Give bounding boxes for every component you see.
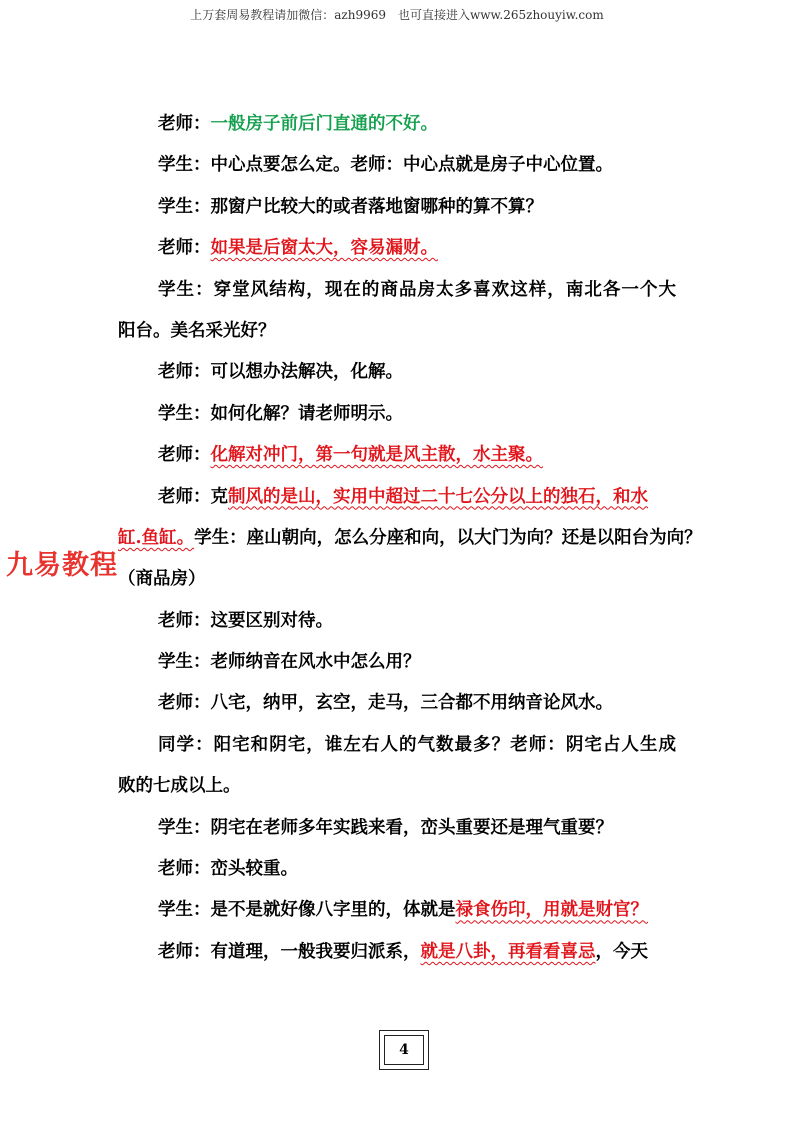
speaker: 老师：	[158, 238, 211, 259]
paragraph-text: 学生：座山朝向，怎么分座和向，以大门为向？还是以阳台为向？	[194, 527, 702, 548]
paragraph	[118, 228, 676, 269]
paragraph: 同学：阳宅和阴宅，谁左右人的气数最多？老师：阴宅占人生成	[158, 734, 676, 755]
paragraph: 老师：峦头较重。	[158, 859, 298, 880]
paragraph-continuation	[118, 518, 702, 559]
watermark-logo: 九易教程	[6, 550, 118, 581]
speaker: 老师：克	[158, 486, 228, 507]
highlight-text: 如果是后窗太大，容易漏财。	[210, 238, 438, 259]
speaker: 老师：	[158, 114, 211, 134]
paragraph	[118, 435, 676, 476]
paragraph: 学生：如何化解？请老师明示。	[158, 403, 403, 424]
paragraph-text: 学生：是不是就好像八字里的，体就是	[158, 900, 456, 921]
highlight-text: 禄食伤印，用就是财官？	[455, 900, 648, 921]
paragraph	[118, 104, 676, 145]
paragraph: 老师：这要区别对待。	[158, 610, 333, 631]
page-number: 4	[379, 1030, 429, 1070]
paragraph: 学生：穿堂风结构，现在的商品房太多喜欢这样，南北各一个大	[158, 279, 676, 300]
dialogue-body	[118, 104, 702, 973]
paragraph-continuation: 败的七成以上。	[118, 776, 241, 797]
highlight-text: 就是八卦，再看看喜忌	[420, 941, 596, 962]
highlight-text: 缸.鱼缸。	[118, 527, 195, 548]
highlight-text: 一般房子前后门直通的不好。	[210, 114, 438, 134]
paragraph: 学生：老师纳音在风水中怎么用？	[158, 652, 421, 673]
paragraph: 学生：阴宅在老师多年实践来看，峦头重要还是理气重要？	[158, 817, 613, 838]
paragraph-continuation: 阳台。美名采光好？	[118, 320, 276, 341]
paragraph: 学生：那窗户比较大的或者落地窗哪种的算不算？	[158, 196, 543, 217]
paragraph: 学生：中心点要怎么定。老师：中心点就是房子中心位置。	[158, 155, 613, 176]
paragraph: 老师：可以想办法解决，化解。	[158, 362, 403, 383]
highlight-text: 化解对冲门，第一句就是风主散，水主聚。	[210, 445, 543, 466]
paragraph	[118, 890, 676, 931]
paragraph	[118, 477, 676, 518]
paragraph: 老师：八宅，纳甲，玄空，走马，三合都不用纳音论风水。	[158, 693, 613, 714]
paragraph-continuation: （商品房）	[118, 569, 206, 590]
page-header: 上万套周易教程请加微信：azh9969 也可直接进入www.265zhouyiw.com	[190, 8, 604, 22]
paragraph-text: 老师：有道理，一般我要归派系，	[158, 941, 421, 962]
speaker: 老师：	[158, 445, 211, 466]
paragraph-text: ，今天	[595, 941, 648, 962]
highlight-text: 制风的是山，实用中超过二十七公分以上的独石，和水	[228, 486, 648, 507]
paragraph	[118, 932, 676, 973]
